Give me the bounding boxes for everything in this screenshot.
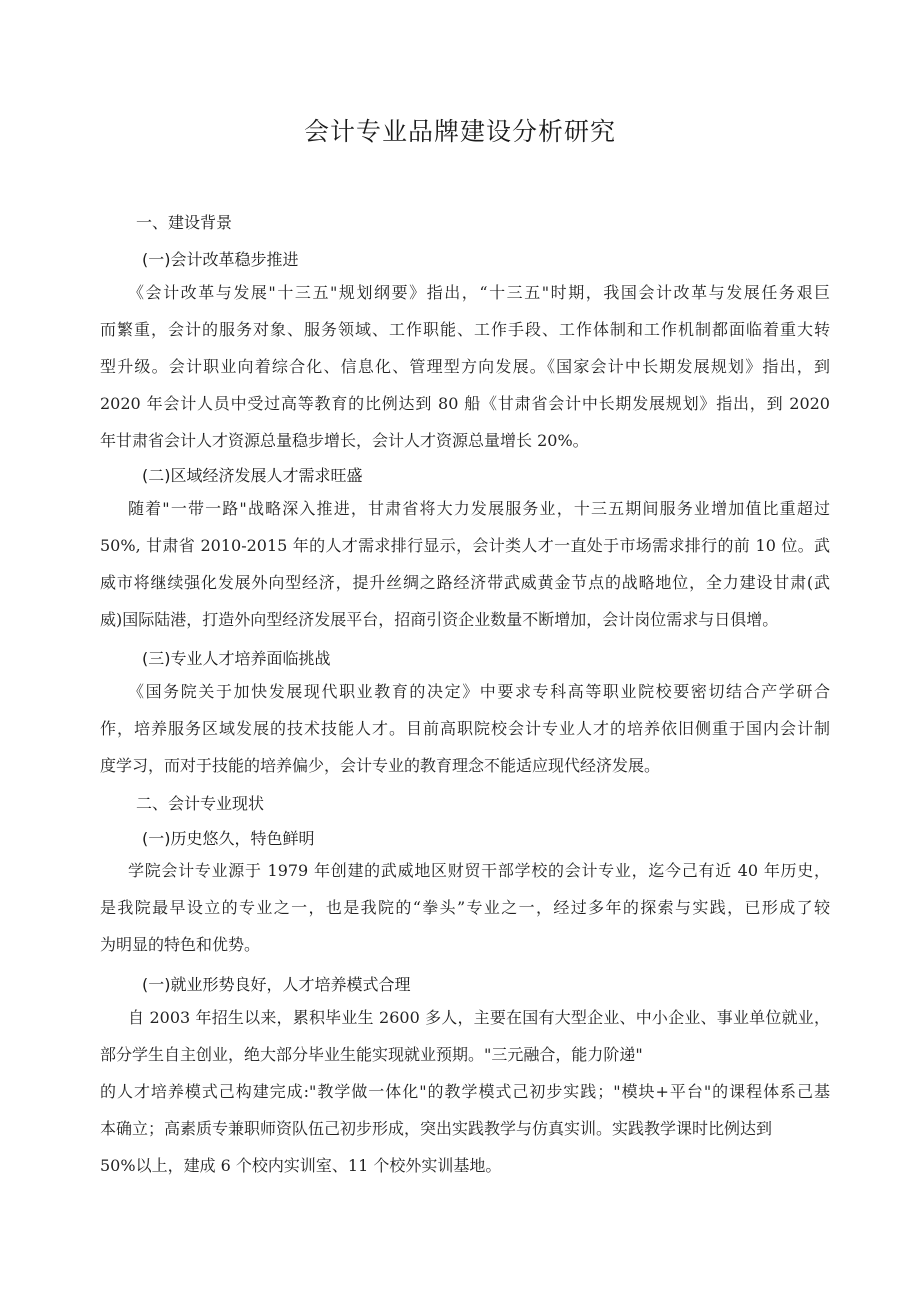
paragraph-line: 年甘肃省会计人才资源总量稳步增长，会计人才资源总量增长 20%。 (100, 431, 589, 450)
document-title: 会计专业品牌建设分析研究 (303, 117, 616, 146)
paragraph-line: 50%, 甘肃省 2010-2015 年的人才需求排行显示，会计类人才一直处于市场需求排行的前 10 位。武 (100, 536, 830, 555)
paragraph-line: 学院会计专业源于 1979 年创建的武威地区财贸干部学校的会计专业，迄今己有近 40 年历史， (128, 861, 830, 880)
paragraph-line: 为明显的特色和优势。 (100, 935, 261, 954)
paragraph-reform (100, 274, 830, 459)
paragraph-line: 自 2003 年招生以来，累积毕业生 2600 多人，主要在国有大型企业、中小企业、事业单位就业， (128, 1008, 830, 1027)
paragraph-challenges (100, 673, 830, 784)
paragraph-line: 部分学生自主创业，绝大部分毕业生能实现就业预期。"三元融合，能力阶递" (100, 1045, 643, 1064)
paragraph-line: 50%以上，建成 6 个校内实训室、11 个校外实训基地。 (100, 1156, 502, 1175)
section-heading-background: 一、建设背景 (136, 213, 233, 232)
paragraph-line: 的人才培养模式己构建完成:"教学做一体化"的教学模式己初步实践；"模块+平台"的课程体系己基 (100, 1082, 830, 1101)
subsection-heading-challenges: (三)专业人才培养面临挑战 (142, 649, 331, 668)
subsection-heading-history: (一)历史悠久，特色鲜明 (142, 829, 315, 848)
paragraph-line: 《国务院关于加快发展现代职业教育的决定》中要求专科高等职业院校要密切结合产学研合 (128, 682, 830, 701)
paragraph-line: 《会计改革与发展"十三五"规划纲要》指出，“十三五"时期，我国会计改革与发展任务艰巨 (128, 283, 830, 302)
paragraph-history (100, 852, 830, 963)
subsection-heading-regional-demand: (二)区域经济发展人才需求旺盛 (142, 466, 363, 485)
paragraph-line: 威)国际陆港，打造外向型经济发展平台，招商引资企业数量不断增加，会计岗位需求与日俱增。 (100, 610, 779, 629)
paragraph-line: 度学习，而对于技能的培养偏少，会计专业的教育理念不能适应现代经济发展。 (100, 756, 661, 775)
paragraph-line: 本确立；高素质专兼职师资队伍己初步形成，突出实践教学与仿真实训。实践教学课时比例达到 (100, 1119, 773, 1138)
paragraph-line: 随着"一带一路"战略深入推进，甘肃省将大力发展服务业，十三五期间服务业增加值比重超过 (128, 499, 830, 518)
paragraph-line: 2020 年会计人员中受过高等教育的比例达到 80 船《甘肃省会计中长期发展规划》指出，到 2020 (100, 394, 830, 413)
subsection-heading-reform: (一)会计改革稳步推进 (142, 250, 299, 269)
paragraph-line: 而繁重，会计的服务对象、服务领域、工作职能、工作手段、工作体制和工作机制都面临着重大转 (100, 320, 830, 339)
paragraph-employment (100, 999, 830, 1184)
paragraph-line: 型升级。会计职业向着综合化、信息化、管理型方向发展。《国家会计中长期发展规划》指出，到 (100, 357, 830, 376)
paragraph-line: 作，培养服务区域发展的技术技能人才。目前高职院校会计专业人才的培养依旧侧重于国内会计制 (100, 719, 830, 738)
section-heading-current-status: 二、会计专业现状 (136, 794, 265, 813)
paragraph-regional-demand (100, 490, 830, 638)
paragraph-line: 威市将继续强化发展外向型经济，提升丝绸之路经济带武威黄金节点的战略地位，全力建设甘肃(武 (100, 573, 830, 592)
paragraph-line: 是我院最早设立的专业之一，也是我院的“拳头”专业之一，经过多年的探索与实践，已形成了较 (100, 898, 830, 917)
subsection-heading-employment: (一)就业形势良好，人才培养模式合理 (142, 975, 411, 994)
